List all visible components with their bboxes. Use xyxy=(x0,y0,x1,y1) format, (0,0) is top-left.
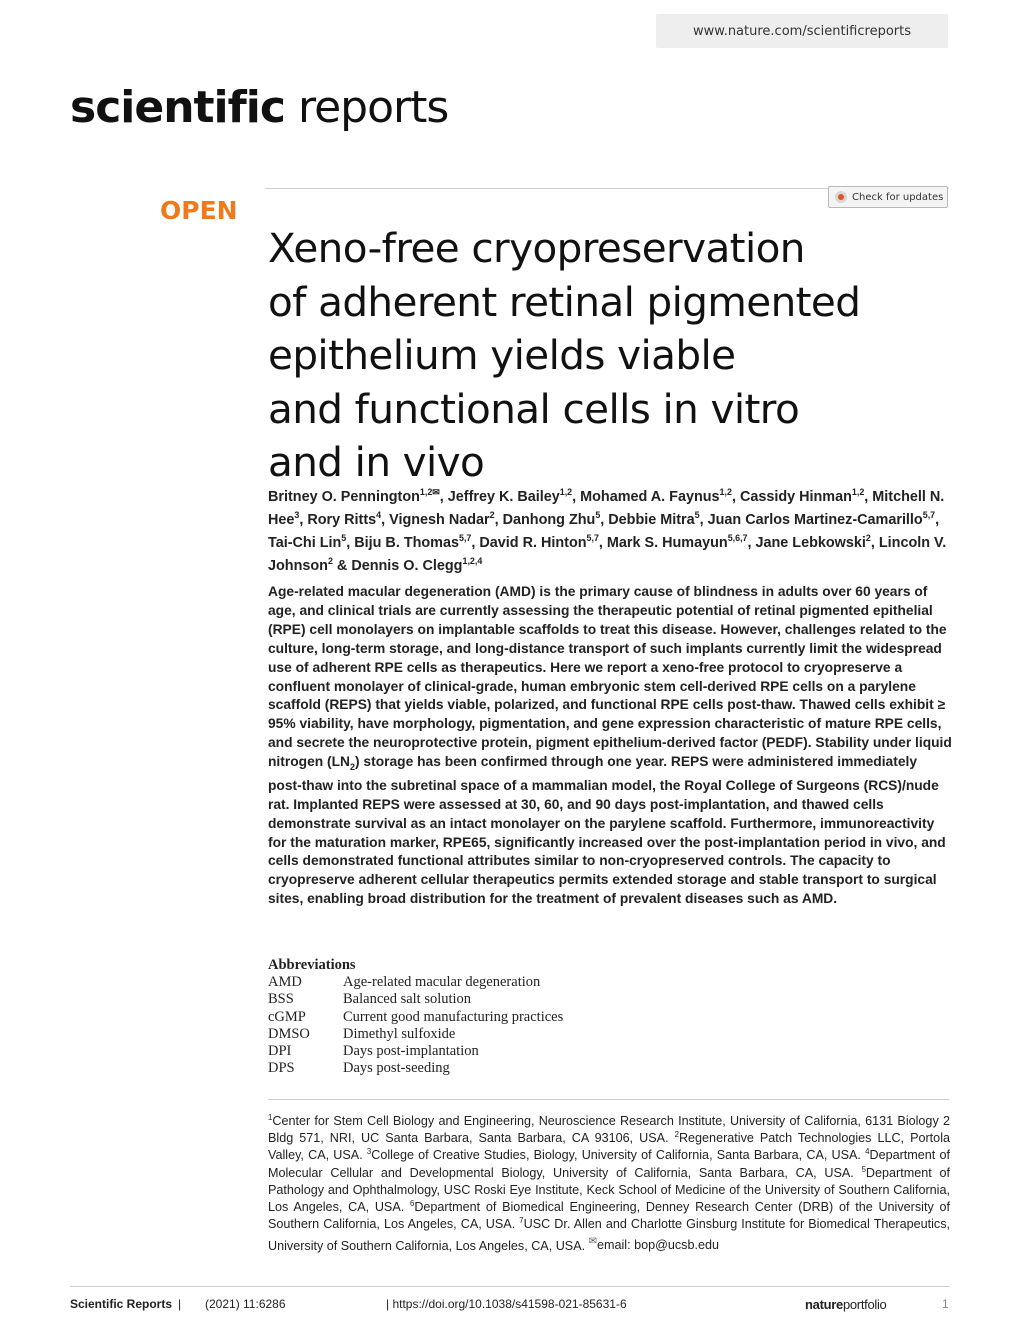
affiliation-list xyxy=(268,1114,950,1253)
author-affiliation-sup: 2 xyxy=(489,510,495,521)
author-affiliation-sup: 1,2 xyxy=(719,487,732,498)
affiliation-number: 3 xyxy=(366,1147,372,1157)
abbreviation-term: DPI xyxy=(268,1043,292,1060)
title-line: and functional cells in vitro xyxy=(268,384,800,433)
author-affiliation-sup: 5,7 xyxy=(922,510,936,521)
author-name[interactable]: Vignesh Nadar xyxy=(389,512,490,528)
title-line: Xeno-free cryopreservation xyxy=(268,224,805,272)
publisher-logo-rest: portfolio xyxy=(842,1297,887,1312)
abbreviations-heading: Abbreviations xyxy=(268,957,356,973)
crossmark-icon xyxy=(835,191,847,203)
footer-divider xyxy=(70,1286,950,1287)
author-name[interactable]: Danhong Zhu xyxy=(502,512,596,528)
affiliation-number: 4 xyxy=(865,1147,870,1157)
email-label: email: xyxy=(596,1238,635,1253)
author-name[interactable]: Mohamed A. Faynus xyxy=(580,489,720,505)
author-separator: , xyxy=(381,512,390,528)
footer-journal: Scientific Reports xyxy=(70,1297,173,1311)
affiliation-text: College of Creative Studies, Biology, University of California, Santa Barbara, CA, USA. xyxy=(371,1148,866,1163)
author-affiliation-sup: 1,2 xyxy=(851,487,865,498)
author-affiliation-sup: 3 xyxy=(294,510,300,521)
journal-logo-bold: scientific xyxy=(70,82,285,133)
author-name[interactable]: Debbie Mitra xyxy=(608,512,695,528)
affiliation-text: Regenerative Patch Technologies LLC, Portola Valley, CA, USA. xyxy=(268,1131,950,1163)
author-name[interactable]: Jane Lebkowski xyxy=(755,535,866,551)
abbreviation-row xyxy=(268,1009,768,1026)
abbreviations-list xyxy=(268,974,768,1077)
abbreviation-row xyxy=(268,1043,768,1060)
footer-citation: (2021) 11:6286 xyxy=(205,1297,286,1311)
abbreviation-term: cGMP xyxy=(268,1008,306,1025)
abstract-subscript: 2 xyxy=(350,761,355,772)
abbreviation-term: AMD xyxy=(268,974,302,991)
author-name[interactable]: Biju B. Thomas xyxy=(354,535,459,551)
author-affiliation-sup: 5,7 xyxy=(586,533,599,544)
email-address[interactable]: bop@ucsb.edu xyxy=(634,1238,719,1253)
check-for-updates-button[interactable] xyxy=(828,186,948,208)
journal-logo-rest: reports xyxy=(297,82,449,133)
author-affiliation-sup: 5 xyxy=(341,533,347,544)
author-affiliation-sup: 1,2 xyxy=(559,487,573,498)
abbreviation-definition: Days post-seeding xyxy=(343,1060,450,1077)
author-separator: , xyxy=(600,512,609,528)
abbreviation-definition: Current good manufacturing practices xyxy=(343,1008,564,1025)
abstract-part-2: ) storage has been confirmed through one year. REPS were administered immediately post-thaw into the subretinal space of a mammalian model, the Royal College of Surgeons (RCS)/nude rat. Implanted REPS were assessed at 30, 60, and 90 days post-implantation, and thawed cells demonstrate survival as an intact monolayer on the parylene scaffold. Furthermore, immunoreactivity for the maturation marker, RPE65, significantly increased over the post-implantation period in vivo, and cells demonstrated functional attributes similar to non-cryopreserved controls. The capacity to cryopreserve adherent cellular therapeutics permits extended storage and stable transport to surgical sites, enabling broad distribution for the treatment of prevalent diseases such as AMD. xyxy=(268,754,946,907)
abbreviation-definition: Age-related macular degeneration xyxy=(343,974,541,991)
affiliation-number: 1 xyxy=(268,1112,273,1122)
author-affiliation-sup: 5,7 xyxy=(459,533,472,544)
author-separator: , xyxy=(731,489,740,505)
title-line: epithelium yields viable xyxy=(268,331,736,379)
author-name[interactable]: Mark S. Humayun xyxy=(606,535,728,551)
abbreviation-row xyxy=(268,974,768,991)
abstract xyxy=(268,583,952,909)
affiliation-number: 2 xyxy=(674,1130,679,1140)
abbreviation-definition: Balanced salt solution xyxy=(343,991,472,1008)
open-access-label: OPEN xyxy=(160,196,238,225)
author-name[interactable]: Lincoln V. Johnson xyxy=(268,535,947,574)
author-separator: , xyxy=(572,489,581,505)
author-separator: , xyxy=(598,535,607,551)
publisher-logo-bold: nature xyxy=(805,1297,843,1312)
page-number: 1 xyxy=(942,1297,949,1311)
journal-logo xyxy=(70,82,448,133)
author-separator: & xyxy=(332,558,352,574)
footer-doi[interactable]: | https://doi.org/10.1038/s41598-021-85631-6 xyxy=(386,1297,627,1311)
author-affiliation-sup: 2 xyxy=(865,533,871,544)
author-affiliation-sup: 5 xyxy=(595,510,601,521)
affiliations-divider xyxy=(268,1099,949,1100)
author-separator: , xyxy=(494,512,503,528)
author-separator: , xyxy=(935,512,940,528)
author-affiliation-sup: 4 xyxy=(376,510,382,521)
abstract-part-1: Age-related macular degeneration (AMD) is the primary cause of blindness in adults over 60 years of age, and clinical trials are currently assessing the therapeutic potential of retinal pigmented epithelial (RPE) cell monolayers on implantable scaffolds to treat this disease. However, challenges related to the culture, long-term storage, and long-distance transport of such implants currently limit the widespread use of adherent RPE cells as therapeutics. Here we report a xeno-free protocol to cryopreserve a confluent monolayer of clinical-grade, human embryonic stem cell-derived RPE cells on a parylene scaffold (REPS) that yields viable, polarized, and functional RPE cells post-thaw. Thawed cells exhibit ≥ 95% viability, have morphology, pigmentation, and gene expression characteristic of mature RPE cells, and secrete the neuroprotective protein, pigment epithelium-derived factor (PEDF). Stability under liquid nitrogen (LN xyxy=(268,584,952,770)
affiliation-text: Department of Molecular Cellular and Developmental Biology, University of California, Santa Barbara, CA, USA. xyxy=(268,1148,950,1180)
title-line: of adherent retinal pigmented xyxy=(268,277,861,326)
author-name[interactable]: Tai-Chi Lin xyxy=(268,535,342,551)
mail-icon: ✉ xyxy=(588,1236,597,1248)
affiliation-text: USC Dr. Allen and Charlotte Ginsburg Institute for Biomedical Therapeutics, University of Southern California, Los Angeles, CA, USA. xyxy=(268,1217,950,1253)
title-line: and in vivo xyxy=(268,438,485,486)
author-affiliation-sup: 2 xyxy=(327,556,333,567)
journal-url-text: www.nature.com/scientificreports xyxy=(692,23,911,39)
author-separator: , xyxy=(471,535,480,551)
abbreviation-row xyxy=(268,1060,768,1077)
author-affiliation-sup: 5 xyxy=(694,510,700,521)
author-list xyxy=(268,486,958,578)
author-affiliation-sup: 1,2 xyxy=(419,487,433,498)
abbreviation-definition: Dimethyl sulfoxide xyxy=(343,1025,456,1042)
article-title xyxy=(268,222,928,490)
abbreviation-term: DMSO xyxy=(268,1025,310,1042)
author-name[interactable]: Cassidy Hinman xyxy=(739,489,852,505)
abbreviation-row xyxy=(268,991,768,1008)
author-separator: , xyxy=(870,535,879,551)
check-for-updates-label: Check for updates xyxy=(852,191,944,203)
author-affiliation-sup: 5,6,7 xyxy=(727,533,748,544)
author-separator: , xyxy=(439,489,448,505)
author-separator: , xyxy=(299,512,308,528)
affiliation-number: 5 xyxy=(861,1164,866,1174)
author-affiliation-sup: 1,2,4 xyxy=(462,556,483,567)
affiliation-number: 7 xyxy=(519,1216,524,1226)
abbreviation-term: BSS xyxy=(268,991,294,1008)
author-name[interactable]: Rory Ritts xyxy=(307,512,377,528)
author-name[interactable]: Dennis O. Clegg xyxy=(351,558,463,574)
author-separator: , xyxy=(699,512,708,528)
author-name[interactable]: Jeffrey K. Bailey xyxy=(447,489,560,505)
author-name[interactable]: David R. Hinton xyxy=(479,535,587,551)
affiliations xyxy=(268,1113,950,1255)
author-separator: , xyxy=(346,535,355,551)
mail-icon[interactable]: ✉ xyxy=(432,487,440,498)
footer-separator: | xyxy=(178,1297,182,1311)
abbreviation-term: DPS xyxy=(268,1060,295,1077)
page-footer xyxy=(70,1297,950,1315)
abbreviation-definition: Days post-implantation xyxy=(343,1043,479,1060)
author-name[interactable]: Mitchell N. Hee xyxy=(268,489,945,528)
publisher-logo xyxy=(805,1297,887,1312)
affiliation-number: 6 xyxy=(409,1198,415,1208)
author-name[interactable]: Britney O. Pennington xyxy=(268,489,420,505)
affiliation-text: Department of Pathology and Ophthalmology, USC Roski Eye Institute, Keck School of Medicine of the University of Southern California, Los Angeles, CA, USA. xyxy=(268,1165,950,1215)
author-name[interactable]: Juan Carlos Martinez-Camarillo xyxy=(707,512,923,528)
journal-url[interactable] xyxy=(656,14,948,48)
affiliation-text: Center for Stem Cell Biology and Engineering, Neuroscience Research Institute, University of California, 6131 Biology 2 Bldg 571, NRI, UC Santa Barbara, Santa Barbara, CA 93106, USA. xyxy=(268,1114,950,1146)
abbreviations xyxy=(268,957,768,1077)
author-separator: , xyxy=(864,489,873,505)
affiliation-text: Department of Biomedical Engineering, Denney Research Center (DRB) of the University of Southern California, Los Angeles, CA, USA. xyxy=(268,1200,950,1232)
abbreviation-row xyxy=(268,1026,768,1043)
author-separator: , xyxy=(747,535,756,551)
